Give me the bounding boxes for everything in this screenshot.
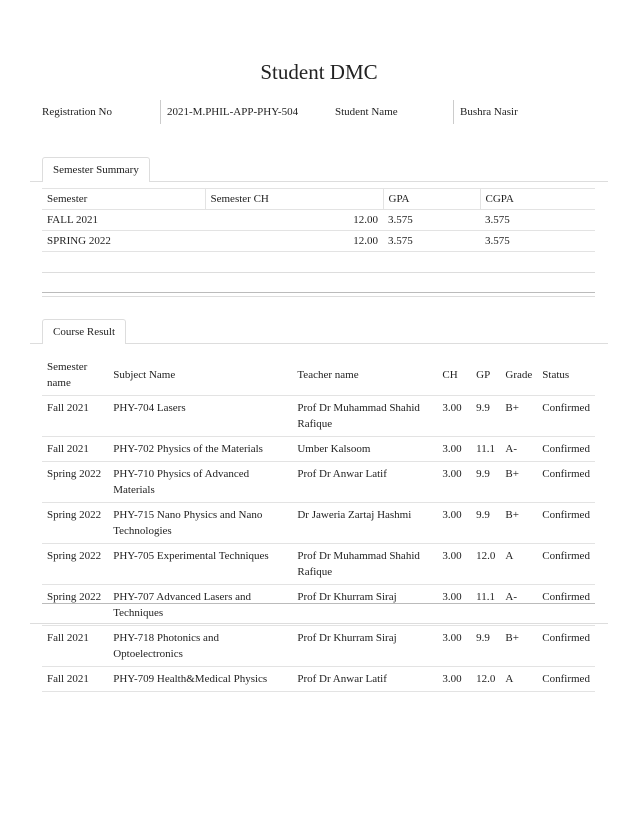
column-header: GPA — [383, 189, 480, 210]
cell-semester: SPRING 2022 — [42, 231, 205, 252]
column-header: GP — [476, 369, 491, 381]
tab-semester-summary[interactable]: Semester Summary — [42, 157, 150, 182]
student-name-label: Student Name — [335, 106, 398, 118]
cell-grade: B+ — [500, 396, 537, 437]
page-title: Student DMC — [260, 60, 378, 84]
column-header: Teacher name — [297, 369, 359, 381]
column-header: Semester CH — [205, 189, 383, 210]
tab-course-result[interactable]: Course Result — [42, 319, 126, 344]
semester-summary-table — [42, 188, 595, 252]
divider — [42, 292, 595, 293]
cell-subject: PHY-705 Experimental Techniques — [108, 544, 292, 585]
table-header-row — [42, 189, 595, 210]
table-row — [42, 585, 595, 626]
cell-grade: A — [500, 544, 537, 585]
cell-status: Confirmed — [537, 585, 595, 626]
cell-subject: PHY-718 Photonics and Optoelectronics — [108, 626, 292, 667]
cell-gp: 11.1 — [471, 437, 500, 462]
cell-grade: A- — [500, 437, 537, 462]
cell-grade: B+ — [500, 503, 537, 544]
course-result-table — [42, 355, 595, 692]
cell-status: Confirmed — [537, 437, 595, 462]
cell-subject: PHY-709 Health&Medical Physics — [108, 667, 292, 692]
cell-gp: 11.1 — [471, 585, 500, 626]
cell-ch: 3.00 — [437, 585, 471, 626]
cell-teacher: Prof Dr Muhammad Shahid Rafique — [292, 396, 437, 437]
cell-ch: 3.00 — [437, 396, 471, 437]
cell-grade: B+ — [500, 626, 537, 667]
table-row — [42, 544, 595, 585]
cell-teacher: Prof Dr Khurram Siraj — [292, 626, 437, 667]
cell-ch: 3.00 — [437, 667, 471, 692]
cell-cgpa: 3.575 — [480, 231, 595, 252]
cell-status: Confirmed — [537, 503, 595, 544]
cell-gp: 9.9 — [471, 462, 500, 503]
divider — [42, 272, 595, 273]
cell-gp: 9.9 — [471, 396, 500, 437]
cell-semester-ch: 12.00 — [205, 231, 383, 252]
cell-teacher: Dr Jaweria Zartaj Hashmi — [292, 503, 437, 544]
column-header: Status — [542, 369, 570, 381]
cell-status: Confirmed — [537, 396, 595, 437]
table-row — [42, 667, 595, 692]
divider — [453, 100, 454, 124]
cell-subject: PHY-704 Lasers — [108, 396, 292, 437]
divider — [42, 603, 595, 604]
cell-subject: PHY-715 Nano Physics and Nano Technologies — [108, 503, 292, 544]
cell-semester: Spring 2022 — [42, 462, 108, 503]
cell-status: Confirmed — [537, 462, 595, 503]
table-row — [42, 503, 595, 544]
registration-label: Registration No — [42, 106, 112, 118]
table-row — [42, 437, 595, 462]
cell-subject: PHY-707 Advanced Lasers and Techniques — [108, 585, 292, 626]
cell-gp: 9.9 — [471, 503, 500, 544]
cell-semester: FALL 2021 — [42, 210, 205, 231]
column-header: Grade — [505, 369, 533, 381]
registration-row — [30, 100, 608, 126]
cell-gpa: 3.575 — [383, 231, 480, 252]
table-row — [42, 396, 595, 437]
cell-teacher: Umber Kalsoom — [292, 437, 437, 462]
cell-status: Confirmed — [537, 667, 595, 692]
cell-gp: 9.9 — [471, 626, 500, 667]
column-header: CH — [442, 369, 458, 381]
cell-cgpa: 3.575 — [480, 210, 595, 231]
student-name-value: Bushra Nasir — [460, 106, 518, 118]
cell-ch: 3.00 — [437, 462, 471, 503]
cell-semester-ch: 12.00 — [205, 210, 383, 231]
cell-ch: 3.00 — [437, 626, 471, 667]
column-header: Semester name — [47, 361, 88, 389]
cell-status: Confirmed — [537, 626, 595, 667]
cell-subject: PHY-702 Physics of the Materials — [108, 437, 292, 462]
cell-ch: 3.00 — [437, 544, 471, 585]
column-header: Semester — [42, 189, 205, 210]
divider — [42, 296, 595, 297]
cell-semester: Fall 2021 — [42, 437, 108, 462]
cell-teacher: Prof Dr Khurram Siraj — [292, 585, 437, 626]
cell-semester: Spring 2022 — [42, 585, 108, 626]
cell-semester: Fall 2021 — [42, 667, 108, 692]
cell-semester: Fall 2021 — [42, 626, 108, 667]
table-row — [42, 210, 595, 231]
cell-subject: PHY-710 Physics of Advanced Materials — [108, 462, 292, 503]
cell-teacher: Prof Dr Muhammad Shahid Rafique — [292, 544, 437, 585]
cell-grade: A — [500, 667, 537, 692]
cell-teacher: Prof Dr Anwar Latif — [292, 462, 437, 503]
registration-value: 2021-M.PHIL-APP-PHY-504 — [167, 106, 299, 118]
cell-semester: Fall 2021 — [42, 396, 108, 437]
cell-ch: 3.00 — [437, 437, 471, 462]
column-header: CGPA — [480, 189, 595, 210]
cell-gp: 12.0 — [471, 544, 500, 585]
divider — [30, 623, 608, 624]
divider — [160, 100, 161, 124]
table-row — [42, 626, 595, 667]
cell-gp: 12.0 — [471, 667, 500, 692]
cell-grade: B+ — [500, 462, 537, 503]
cell-status: Confirmed — [537, 544, 595, 585]
cell-grade: A- — [500, 585, 537, 626]
table-header-row — [42, 355, 595, 396]
table-row — [42, 231, 595, 252]
cell-ch: 3.00 — [437, 503, 471, 544]
cell-semester: Spring 2022 — [42, 503, 108, 544]
table-row — [42, 462, 595, 503]
cell-gpa: 3.575 — [383, 210, 480, 231]
cell-teacher: Prof Dr Anwar Latif — [292, 667, 437, 692]
cell-semester: Spring 2022 — [42, 544, 108, 585]
column-header: Subject Name — [113, 369, 176, 381]
